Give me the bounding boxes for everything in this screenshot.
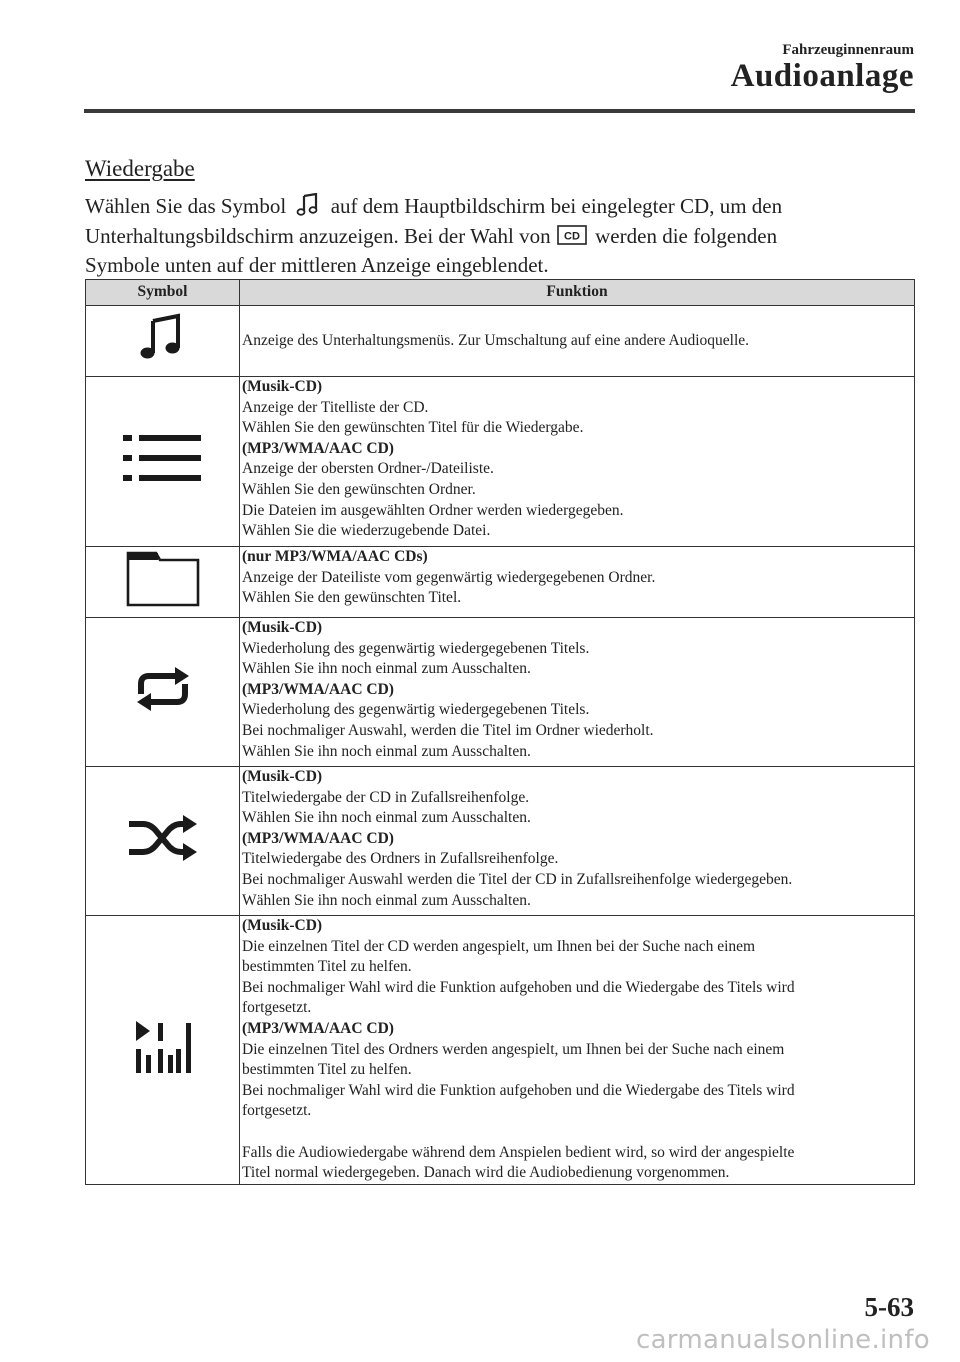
table-row	[86, 916, 915, 1185]
function-text: (Musik-CD)	[242, 917, 323, 934]
function-text: (nur MP3/WMA/AAC CDs)	[242, 548, 428, 565]
function-text: Falls die Audiowiedergabe während dem Anspielen bedient wird, so wird der angespielte	[242, 1143, 795, 1161]
function-text: (MP3/WMA/AAC CD)	[242, 439, 394, 457]
function-text: Wählen Sie den gewünschten Ordner.	[242, 480, 476, 498]
symbol-cell	[86, 916, 240, 1185]
function-text: Anzeige des Unterhaltungsmenüs. Zur Umschaltung auf eine andere Audioquelle.	[242, 331, 750, 349]
table-row	[86, 767, 915, 916]
function-text: Wählen Sie die wiederzugebende Datei.	[242, 522, 491, 540]
function-text: bestimmten Titel zu helfen.	[242, 1061, 412, 1079]
folder-icon	[126, 594, 200, 611]
function-text: Die einzelnen Titel des Ordners werden angespielt, um Ihnen bei der Suche nach einem	[242, 1040, 785, 1058]
function-text: Wählen Sie den gewünschten Titel für die Wiedergabe.	[242, 419, 584, 437]
function-text: Wiederholung des gegenwärtig wiedergegebenen Titels.	[242, 639, 590, 657]
symbol-cell	[86, 618, 240, 767]
symbol-table	[85, 279, 915, 1185]
intro-text-1a: Wählen Sie das Symbol	[85, 194, 287, 218]
function-text: Die Dateien im ausgewählten Ordner werden wiedergegeben.	[242, 501, 624, 519]
page-number: 5-63	[864, 1292, 914, 1322]
intro-line-1	[85, 193, 915, 223]
symbol-cell	[86, 377, 240, 547]
table-row	[86, 306, 915, 377]
function-text: (Musik-CD)	[242, 619, 323, 636]
table-row	[86, 377, 915, 547]
symbol-cell	[86, 767, 240, 916]
function-cell	[240, 618, 915, 767]
music-note-icon	[138, 350, 188, 367]
function-text: (MP3/WMA/AAC CD)	[242, 680, 394, 698]
cd-icon	[556, 224, 590, 252]
music-note-icon	[291, 193, 325, 223]
function-text: Titelwiedergabe des Ordners in Zufallsreihenfolge.	[242, 850, 559, 868]
function-cell	[240, 767, 915, 916]
cd-icon-label: CD	[563, 230, 580, 243]
function-text: Titelwiedergabe der CD in Zufallsreihenfolge.	[242, 788, 530, 806]
table-row	[86, 618, 915, 767]
shuffle-icon	[127, 849, 199, 866]
section-label: Fahrzeuginnenraum	[782, 42, 914, 58]
column-header-function: Funktion	[240, 280, 915, 306]
function-text	[242, 1122, 911, 1143]
function-text: Die einzelnen Titel der CD werden angespielt, um Ihnen bei der Suche nach einem	[242, 937, 756, 955]
section-heading: Wiedergabe	[85, 156, 195, 181]
function-text: Anzeige der Dateiliste vom gegenwärtig wiedergegebenen Ordner.	[242, 568, 656, 586]
function-text: Wählen Sie ihn noch einmal zum Ausschalten.	[242, 742, 531, 760]
function-cell	[240, 916, 915, 1185]
function-text: (Musik-CD)	[242, 378, 323, 395]
function-text: Wiederholung des gegenwärtig wiedergegebenen Titels.	[242, 701, 590, 719]
function-cell	[240, 306, 915, 377]
table-header-row	[86, 280, 915, 306]
intro-text-2a: Unterhaltungsbildschirm anzuzeigen. Bei der Wahl von	[85, 224, 551, 249]
intro-paragraph	[85, 193, 915, 278]
function-text: Wählen Sie ihn noch einmal zum Ausschalten.	[242, 891, 531, 909]
header-divider	[84, 109, 915, 113]
function-text: fortgesetzt.	[242, 1102, 312, 1120]
function-text: Bei nochmaliger Auswahl, werden die Titel im Ordner wiederholt.	[242, 721, 654, 739]
symbol-cell	[86, 547, 240, 618]
function-text: Titel normal wiedergegeben. Danach wird die Audiobedienung vorgenommen.	[242, 1164, 730, 1182]
intro-text-2b: werden die folgenden	[595, 224, 778, 249]
column-header-symbol: Symbol	[86, 280, 240, 306]
intro-line-2	[85, 223, 915, 252]
symbol-cell	[86, 306, 240, 377]
list-icon	[123, 470, 203, 487]
function-text: fortgesetzt.	[242, 999, 312, 1017]
intro-line-3: Symbole unten auf der mittleren Anzeige eingeblendet.	[85, 253, 549, 278]
function-text: Bei nochmaliger Wahl wird die Funktion aufgehoben und die Wiedergabe des Titels wird	[242, 978, 795, 996]
intro-text-1b: auf dem Hauptbildschirm bei eingelegter CD, um den	[330, 194, 783, 218]
function-text: bestimmten Titel zu helfen.	[242, 958, 412, 976]
function-cell	[240, 547, 915, 618]
scan-icon	[132, 1062, 194, 1079]
function-text: Wählen Sie ihn noch einmal zum Ausschalten.	[242, 660, 531, 678]
function-text: (MP3/WMA/AAC CD)	[242, 1019, 394, 1037]
page-title: Audioanlage	[730, 58, 914, 94]
function-text: Bei nochmaliger Wahl wird die Funktion aufgehoben und die Wiedergabe des Titels wird	[242, 1081, 795, 1099]
function-cell	[240, 377, 915, 547]
function-text: Bei nochmaliger Auswahl werden die Titel der CD in Zufallsreihenfolge wiedergegeben.	[242, 870, 793, 888]
table-row	[86, 547, 915, 618]
repeat-icon	[131, 699, 195, 716]
function-text: (MP3/WMA/AAC CD)	[242, 829, 394, 847]
function-text: Anzeige der obersten Ordner-/Dateiliste.	[242, 460, 494, 478]
function-text: Wählen Sie den gewünschten Titel.	[242, 589, 462, 607]
function-text: (Musik-CD)	[242, 768, 323, 785]
watermark: carmanualsonline.info	[635, 1325, 930, 1355]
function-text: Anzeige der Titelliste der CD.	[242, 398, 429, 416]
function-text: Wählen Sie ihn noch einmal zum Ausschalten.	[242, 809, 531, 827]
